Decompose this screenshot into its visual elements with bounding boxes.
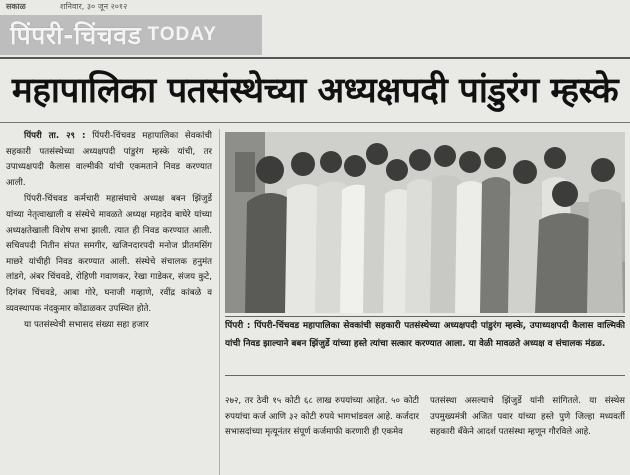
masthead-strip [0, 0, 630, 14]
headline-rule [0, 122, 630, 123]
photo-illustration [225, 132, 625, 313]
section-header [0, 15, 262, 55]
headline: महापालिका पतसंस्थेच्या अध्यक्षपदी पांडुरंग म्हस्के [11, 71, 619, 111]
body-column-right [430, 394, 625, 475]
section-city: पिंपरी-चिंचवड [10, 21, 142, 50]
photo-caption: पिंपरी : पिंपरी-चिंचवड महापालिका सेवकांची सहकारी पतसंस्थेच्या अध्यक्षपदी पांडुरंग म्हस्के, उपाध्यक्षपदी कैलास वाल्मिकी यांची निवड झाल्याने बबन झिंजुर्डे यांच्या हस्ते त्यांचा सत्कार करण्यात आला. या वेळी मावळते अध्यक्ष व संचालक मंडळ. [225, 316, 625, 376]
section-label: TODAY [147, 24, 217, 45]
top-rule [0, 57, 630, 59]
paragraph-1-text: पिंपरी-चिंचवड महापालिका सेवकांची सहकारी पतसंस्थेच्या अध्यक्षपदी पांडुरंग म्हस्के यांची, तर उपाध्यक्षपदी कैलास वाल्मीकी यांची एकमताने निवड करण्यात आली. [6, 131, 212, 188]
dateline: पिंपरी ता. २९ : [24, 131, 86, 141]
body-column-left [6, 129, 212, 475]
date-line: शनिवार, ३० जून २०१२ [60, 2, 128, 11]
column-divider [219, 129, 220, 475]
body-column-middle [225, 394, 419, 475]
paragraph-1 [6, 129, 212, 191]
paragraph-right: पतसंस्था असल्याचे झिंजुर्डे यांनी सांगितले. या संस्थेस उपमुख्यमंत्री अजित पवार यांच्या हस्ते पुणे जिल्हा मध्यवर्ती सहकारी बँकेने आदर्श पतसंस्था म्हणून गौरविले आहे. [430, 396, 625, 438]
paragraph-2: पिंपरी-चिंचवड कर्मचारी महासंघाचे अध्यक्ष बबन झिंजुर्डे यांच्या नेतृत्वाखाली व संस्थेचे मावळते अध्यक्ष महादेव बाघेरे यांच्या अध्यक्षतेखाली विशेष सभा झाली. त्यात ही निवड करण्यात आली. सचिवपदी नितीन संपत समगीर, खजिनदारपदी मनोज प्रीतमसिंग माछरे यांचीही निवड करण्यात आली. संस्थेचे संचालक हनुमंत लांडगे, अंबर चिंचवडे, रोहिणी गवाणकर, रेखा गाडेकर, संजय कुटे, दिगंबर चिंचवडे, आबा गोरे, घनाजी गव्हाणे, रवींद्र कांबळे व व्यवस्थापक नंदकुमार कोंढाळकर उपस्थित होते. [6, 194, 212, 314]
paragraph-3: या पतसंस्थेची सभासद संख्या सहा हजार [24, 320, 149, 331]
group-photo [225, 132, 625, 313]
paper-name: सकाळ [6, 2, 26, 11]
paragraph-mid: २७२, तर ठेवी १५ कोटी ६८ लाख रुपयांच्या आहेत. ५० कोटी रुपयांचा कर्ज आणि ३२ कोटी रुपये भागभांडवल आहे. कर्जदार सभासदांच्या मृत्यूनंतर संपूर्ण कर्जमाफी करणारी ही एकमेव [225, 396, 419, 438]
